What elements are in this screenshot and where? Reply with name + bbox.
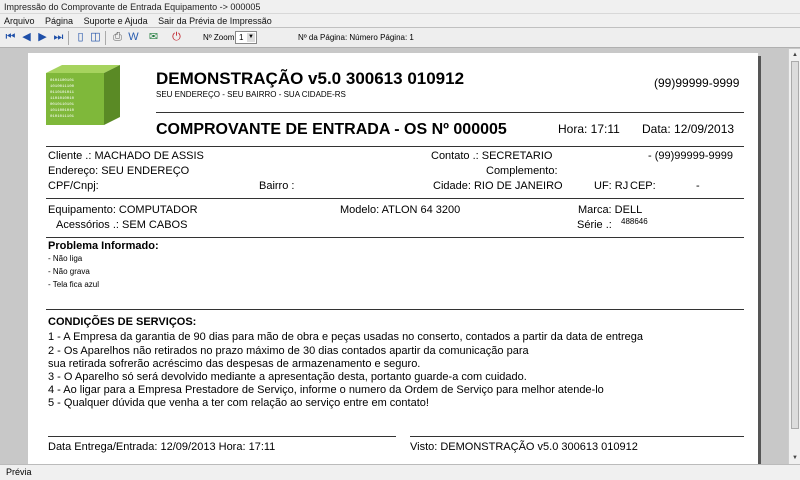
company-phone: (99)99999-9999 <box>654 76 740 90</box>
company-name: DEMONSTRAÇÃO v5.0 300613 010912 <box>156 69 465 88</box>
problem-line: - Não liga <box>48 254 83 263</box>
client-name: Cliente .: MACHADO DE ASSIS <box>48 150 204 162</box>
zoom-label: Nº Zoom <box>203 33 235 42</box>
equipment-model: Modelo: ATLON 64 3200 <box>340 204 461 216</box>
toolbar-separator <box>105 31 106 45</box>
client-address: Endereço: SEU ENDEREÇO <box>48 165 190 177</box>
next-page-icon[interactable]: ▶ <box>38 31 47 43</box>
divider <box>46 146 744 147</box>
client-phone: - (99)99999-9999 <box>648 150 734 162</box>
window-title: Impressão do Comprovante de Entrada Equipamento -> 000005 <box>0 0 800 14</box>
client-complement: Complemento: <box>486 165 558 177</box>
svg-text:1010011100: 1010011100 <box>50 85 75 89</box>
company-address: SEU ENDEREÇO - SEU BAIRRO - SUA CIDADE-RS <box>156 90 346 99</box>
receipt-date: Data: 12/09/2013 <box>642 122 735 136</box>
menu-arquivo[interactable]: Arquivo <box>4 16 35 26</box>
last-page-icon[interactable]: ⏭ <box>53 31 64 43</box>
client-contact: Contato .: SECRETARIO <box>431 150 553 162</box>
preview-area <box>0 49 788 464</box>
svg-text:0101100101: 0101100101 <box>50 79 75 83</box>
equipment-serial-value: 488646 <box>621 217 648 226</box>
signature-line <box>410 436 744 437</box>
svg-text:0010110101: 0010110101 <box>50 103 75 107</box>
toolbar <box>0 28 800 48</box>
scroll-down-icon[interactable]: ▼ <box>792 455 798 461</box>
condition-line: sua retirada sofrerão acréscimo das despesas de armazenamento e seguro. <box>48 358 421 370</box>
print-icon[interactable]: ⎙ <box>113 31 122 43</box>
condition-line: 3 - O Aparelho só será devolvido mediante a apresentação desta, portanto guarde-a com cuidado. <box>48 371 527 383</box>
scroll-up-icon[interactable]: ▲ <box>792 52 798 58</box>
client-city: Cidade: RIO DE JANEIRO <box>433 180 563 192</box>
vertical-scrollbar[interactable] <box>788 49 800 464</box>
client-zip-label: CEP: <box>630 180 656 192</box>
condition-line: 4 - Ao ligar para a Empresa Prestadore de Serviço, informe o numero da Ordem de Serviço para melhor atende-lo <box>48 384 604 396</box>
problem-heading: Problema Informado: <box>48 240 159 252</box>
divider <box>46 198 744 199</box>
svg-text:1011001010: 1011001010 <box>50 109 75 113</box>
scrollbar-thumb[interactable] <box>791 61 799 429</box>
zoom-value: 1 <box>239 33 244 42</box>
word-export-icon[interactable]: W <box>128 31 139 43</box>
visto-signature: Visto: DEMONSTRAÇÃO v5.0 300613 010912 <box>410 441 638 453</box>
condition-line: 5 - Qualquer dúvida que venha a ter com relação ao serviço entre em contato! <box>48 397 429 409</box>
menu-bar <box>0 14 800 28</box>
company-logo <box>42 63 126 127</box>
menu-pagina[interactable]: Página <box>45 16 74 26</box>
condition-line: 2 - Os Aparelhos não retirados no prazo máximo de 30 dias contados apartir da comunicação para <box>48 345 529 357</box>
condition-line: 1 - A Empresa da garantia de 90 dias para mão de obra e peças usadas no conserto, contados a partir da data de entrega <box>48 331 644 343</box>
zoom-select[interactable] <box>235 31 257 44</box>
report-page <box>28 53 758 464</box>
previous-page-icon[interactable]: ◀ <box>22 31 31 43</box>
toolbar-separator <box>68 31 69 45</box>
status-bar: Prévia <box>0 464 800 480</box>
equipment-accessories: Acessórios .: SEM CABOS <box>56 219 188 231</box>
excel-export-icon[interactable]: ✉ <box>148 31 159 43</box>
chevron-down-icon[interactable]: ▼ <box>248 34 254 40</box>
signature-line <box>48 436 396 437</box>
client-cpf: CPF/Cnpj: <box>48 180 99 192</box>
problem-line: - Tela fica azul <box>48 280 99 289</box>
delivery-date: Data Entrega/Entrada: 12/09/2013 Hora: 17:11 <box>48 441 276 453</box>
equipment-type: Equipamento: COMPUTADOR <box>48 204 198 216</box>
client-zip-value: - <box>696 180 700 192</box>
receipt-title: COMPROVANTE DE ENTRADA - OS Nº 000005 <box>156 121 507 138</box>
menu-sair[interactable]: Sair da Prévia de Impressão <box>158 16 272 26</box>
exit-icon[interactable]: ⏻ <box>172 31 181 43</box>
equipment-serial-label: Série .: <box>577 219 612 231</box>
divider <box>156 112 744 113</box>
svg-text:0101011101: 0101011101 <box>50 115 75 119</box>
page-number-label: Nº da Página: Número Página: 1 <box>298 33 414 42</box>
menu-suporte[interactable]: Suporte e Ajuda <box>83 16 148 26</box>
divider <box>46 309 744 310</box>
single-page-icon[interactable]: ▯ <box>77 31 84 43</box>
equipment-brand: Marca: DELL <box>578 204 643 216</box>
svg-text:0110101011: 0110101011 <box>50 91 75 95</box>
client-district: Bairro : <box>259 180 295 192</box>
two-pages-icon[interactable]: ◫ <box>90 31 101 43</box>
receipt-time: Hora: 17:11 <box>558 122 620 136</box>
divider <box>46 237 744 238</box>
problem-line: - Não grava <box>48 267 90 276</box>
conditions-heading: CONDIÇÕES DE SERVIÇOS: <box>48 316 197 328</box>
client-state: UF: RJ <box>594 180 629 192</box>
first-page-icon[interactable]: ⏮ <box>5 31 16 43</box>
svg-text:1101010010: 1101010010 <box>50 97 75 101</box>
